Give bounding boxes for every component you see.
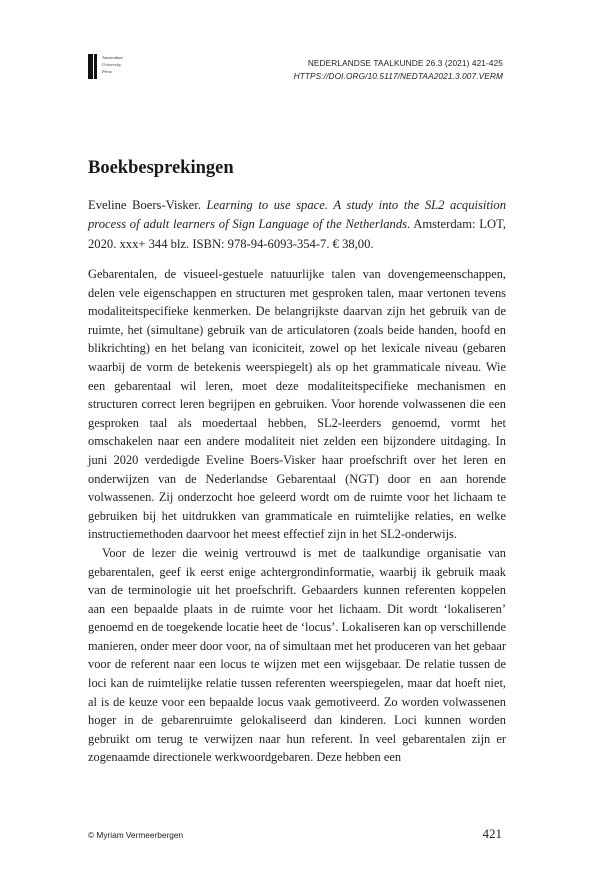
- book-author: Eveline Boers-Visker.: [88, 198, 201, 212]
- logo-text: [102, 54, 123, 75]
- book-citation: [88, 196, 506, 254]
- logo-line: University: [102, 62, 122, 67]
- copyright: © Myriam Vermeerbergen: [88, 830, 184, 840]
- journal-citation: NEDERLANDSE TAALKUNDE 26.3 (2021) 421-425: [307, 58, 503, 68]
- book-details: . Amsterdam: LOT, 2020. xxx+ 344 blz. ISBN: 978-94-6093-354-7. € 38,00.: [88, 217, 507, 251]
- logo-line: Press: [102, 69, 113, 74]
- paragraph: Voor de lezer die weinig vertrouwd is met de taalkundige organisatie van gebarentalen, geef ik eerst enige achtergrondinformatie, waarbij ik gebruik maak van de terminologie uit het proefschrift. Gebaarders kunnen referenten koppelen aan een bepaalde plaats in de ruimte voor het lichaam. Dit wordt ‘lokaliseren’ genoemd en de toegekende locatie heet de ‘locus’. Lokaliseren kan op verschillende manieren, onder meer door voor, na of simultaan met het produceren van het gebaar voor de referent naar een locus te wijzen met een wijsgebaar. De relatie tussen de loci kan de ruimtelijke relatie tussen referenten weerspiegelen, maar dat hoeft niet, al is de keuze voor een bepaalde locus vaak gemotiveerd. Zo worden volwassenen hoger in de gebarenruimte gelokaliseerd dan kinderen. Loci kunnen worden gebruikt om terug te verwijzen naar hun referent. In veel gebarentalen zijn er zogenaamde directionele werkwoordgebaren. Deze hebben een: [88, 545, 506, 765]
- section-title: Boekbesprekingen: [88, 158, 234, 178]
- doi-link[interactable]: HTTPS://DOI.ORG/10.5117/NEDTAA2021.3.007.VERM: [293, 71, 503, 81]
- journal-header: [294, 57, 503, 83]
- logo-mark-thin: [94, 54, 97, 79]
- review-body: [88, 265, 506, 767]
- publisher-logo: [88, 54, 123, 79]
- page-number: 421: [482, 826, 502, 841]
- logo-line: Amsterdam: [102, 55, 123, 60]
- book-title: Learning to use space. A study into the SL2 acquisition process of adult learners of Sign Language of the Netherlands: [88, 198, 506, 232]
- paragraph: Gebarentalen, de visueel-gestuele natuurlijke talen van dovengemeenschappen, delen vele eigenschappen en structuren met gesproken talen, maar vertonen tevens modaliteitspecifieke kenmerken. De belangrijkste daarvan zijn het gebruik van de ruimte, het (simultane) gebruik van de articulatoren (zoals beide handen, hoofd en blikrichting) en het belang van iconiciteit, zowel op het lexicale niveau (gebaren waarbij de vorm de betekenis weerspiegelt) als op het grammaticale niveau. Wie een gebarentaal wil leren, moet deze modaliteitspecifieke mechanismen en structuren correct leren begrijpen en gebruiken. Voor horende volwassenen die een gesproken taal als moedertaal hebben, SL2-leerders genoemd, vormt het omschakelen naar een andere modaliteit niet zelden een bijzondere uitdaging. In juni 2020 verdedigde Eveline Boers-Visker haar proefschrift over het leren en onderwijzen van de Nederlandse Gebarentaal (NGT) door en aan horende volwassenen. Zij onderzocht hoe geleerd wordt om de ruimte voor het lichaam te gebruiken bij het uitdrukken van grammaticale en ruimtelijke relaties, en welke instructiemethoden daarvoor het meest effectief zijn in het SL2-onderwijs.: [88, 267, 506, 542]
- logo-mark: [88, 54, 93, 79]
